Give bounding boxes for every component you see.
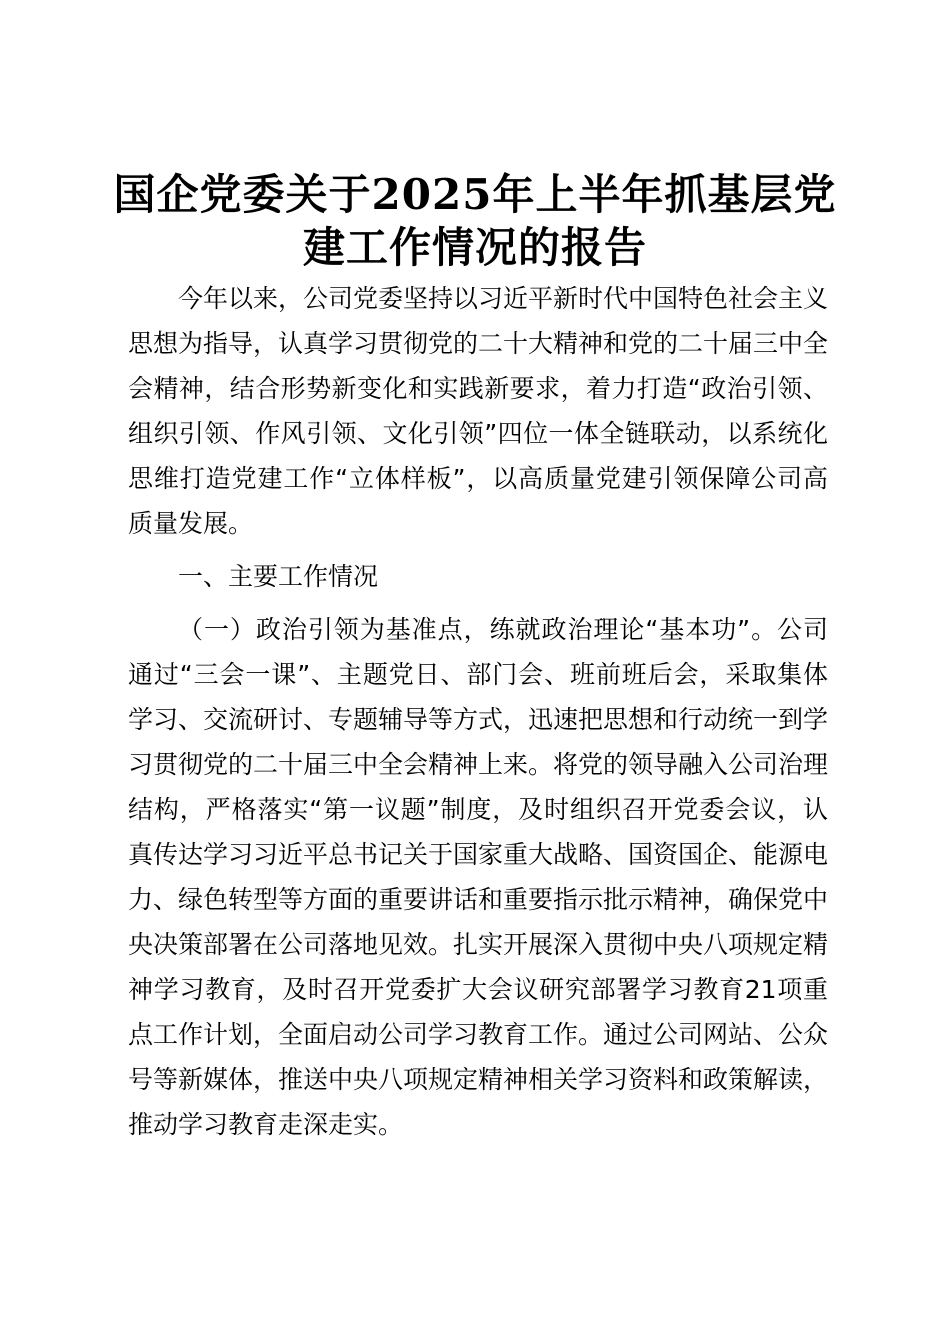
section-paragraph: （一）政治引领为基准点，练就政治理论“基本功”。公司通过“三会一课”、主题党日、部门会、班前班后会，采取集体学习、交流研讨、专题辅导等方式，迅速把思想和行动统一到学习贯彻党的二十届三中全会精神上来。将党的领导融入公司治理结构，严格落实“第一议题”制度，及时组织召开党委会议，认真传达学习习近平总书记关于国家重大战略、国资国企、能源电力、绿色转型等方面的重要讲话和重要指示批示精神，确保党中央决策部署在公司落地见效。扎实开展深入贯彻中央八项规定精神学习教育，及时召开党委扩大会议研究部署学习教育21项重点工作计划，全面启动公司学习教育工作。通过公司网站、公众号等新媒体，推送中央八项规定精神相关学习资料和政策解读，推动学习教育走深走实。 xyxy=(128,615,829,1139)
section-heading: 一、主要工作情况 xyxy=(178,562,379,591)
intro-paragraph: 今年以来，公司党委坚持以习近平新时代中国特色社会主义思想为指导，认真学习贯彻党的二十大精神和党的二十届三中全会精神，结合形势新变化和实践新要求，着力打造“政治引领、组织引领、作风引领、文化引领”四位一体全链联动，以系统化思维打造党建工作“立体样板”，以高质量党建引领保障公司高质量发展。 xyxy=(128,284,829,538)
document-body xyxy=(128,276,828,1155)
document-title: 国企党委关于2025年上半年抓基层党建工作情况的报告 xyxy=(113,170,837,272)
